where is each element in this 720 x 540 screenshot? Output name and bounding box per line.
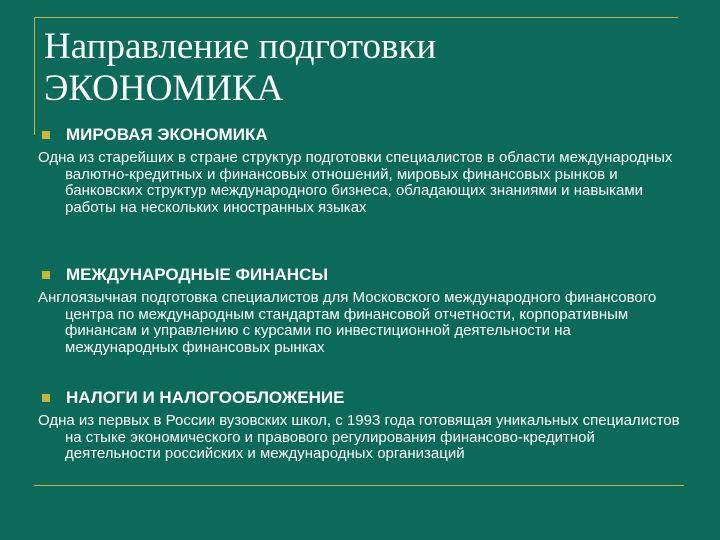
frame-top-line [34, 17, 678, 18]
section-description: Одна из первых в России вузовских школ, с 1993 года готовящая уникальных специалистов на стыке экономического и правового регулирования финансово-кредитной деятельности российских и международных организаций [38, 412, 680, 462]
frame-bottom-line [34, 485, 684, 486]
section-world-economy [38, 126, 688, 216]
section-description: Англоязычная подготовка специалистов для Московского международного финансового центра по международным стандартам финансовой отчетности, корпоративным финансам и управлению с курсами по инвестиционной деятельности на международных финансовых рынках [38, 289, 657, 356]
slide-title [44, 26, 664, 110]
section-heading-text: НАЛОГИ И НАЛОГООБЛОЖЕНИЕ [66, 388, 345, 407]
section-heading [42, 389, 688, 407]
slide-title-line1: Направление подготовки [44, 26, 437, 67]
frame-left-line [34, 17, 35, 135]
section-description: Одна из старейших в стране структур подготовки специалистов в области международных валютно-кредитных и финансовых отношений, мировых финансовых рынков и банковских структур международного бизнеса, обладающих знаниями и навыками работы на нескольких иностранных языках [38, 149, 673, 216]
section-taxes [38, 389, 688, 463]
square-bullet-icon [42, 394, 50, 402]
section-heading [42, 126, 688, 144]
section-heading [42, 266, 688, 284]
section-heading-text: МЕЖДУНАРОДНЫЕ ФИНАНСЫ [66, 265, 328, 284]
section-international-finance [38, 266, 688, 356]
square-bullet-icon [42, 271, 50, 279]
section-heading-text: МИРОВАЯ ЭКОНОМИКА [66, 125, 268, 144]
square-bullet-icon [42, 131, 50, 139]
slide-title-line2: ЭКОНОМИКА [44, 68, 284, 109]
